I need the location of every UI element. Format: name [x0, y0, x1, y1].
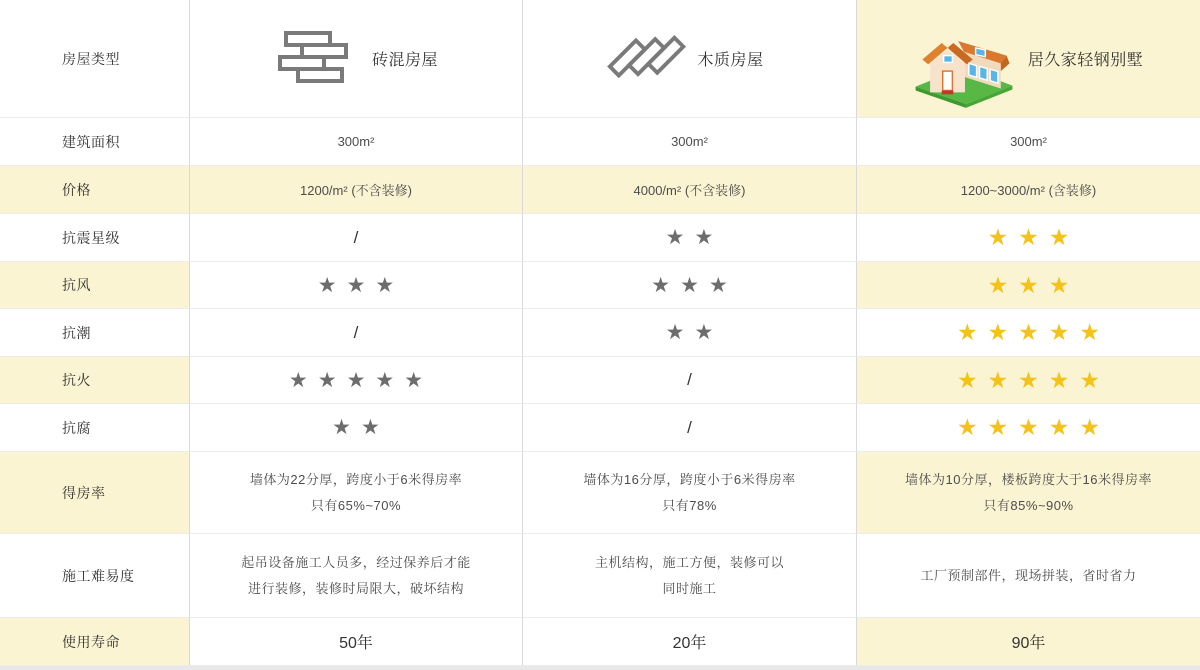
row-label-lifespan: 使用寿命: [0, 618, 190, 666]
cell-wind-steel: [857, 262, 1200, 309]
cell-usable-area-steel: [857, 452, 1200, 534]
cell-usable-area-wood: [523, 452, 857, 534]
row-label-usable-area: 得房率: [0, 452, 190, 534]
brick-house-name: 砖混房屋: [371, 52, 438, 69]
cell-wind-wood: [523, 262, 857, 309]
row-label-moisture: 抗潮: [0, 309, 190, 357]
header-house-type-label: 房屋类型: [62, 50, 120, 67]
cell-price-steel: 1200~3000/m² (含装修): [857, 166, 1200, 214]
row-label-wind: 抗风: [0, 262, 190, 309]
header-house-type: [0, 0, 190, 118]
row-label-construction: 施工难易度: [0, 534, 190, 618]
slash-mark: /: [687, 370, 692, 389]
steel-villa-house-icon: [914, 13, 1014, 105]
header-brick-house: [190, 0, 523, 118]
cell-usable-area-brick: [190, 452, 523, 534]
cell-moisture-steel: [857, 309, 1200, 357]
cell-construction-steel: [857, 534, 1200, 618]
slash-mark: /: [353, 322, 359, 342]
cell-moisture-wood: [523, 309, 857, 357]
cell-seismic-wood: [523, 214, 857, 262]
wood-house-name: 木质房屋: [697, 52, 764, 69]
cell-area-steel: 300m²: [857, 118, 1200, 166]
star-rating: ★★★★★: [956, 414, 1111, 440]
cell-fire-steel: [857, 357, 1200, 404]
cell-wind-brick: [190, 262, 523, 309]
text-line: 起吊设备施工人员多，经过保养后才能: [241, 554, 471, 570]
text-line: 墙体为22分厚，跨度小于6米得房率: [249, 471, 463, 487]
text-line: 同时施工: [662, 580, 717, 596]
cell-fire-brick: [190, 357, 523, 404]
star-rating: ★★★: [987, 224, 1080, 250]
row-label-price: 价格: [0, 166, 190, 214]
slash-mark: /: [687, 417, 692, 437]
cell-area-brick: 300m²: [190, 118, 523, 166]
row-label-fire: 抗火: [0, 357, 190, 404]
header-steel-villa: [857, 0, 1200, 118]
text-line: 墙体为16分厚，跨度小于6米得房率: [583, 471, 796, 487]
slash-mark: /: [353, 227, 359, 247]
text-line: 工厂预制部件，现场拼装，省时省力: [920, 567, 1137, 583]
cell-construction-brick: [190, 534, 523, 618]
cell-seismic-steel: [857, 214, 1200, 262]
wood-planks-icon: [615, 25, 683, 93]
cell-lifespan-steel: 90年: [857, 618, 1200, 666]
star-rating: ★★★★★: [956, 366, 1111, 393]
cell-moisture-brick: [190, 309, 523, 357]
star-rating: ★★★: [651, 273, 738, 297]
row-label-corrosion: 抗腐: [0, 404, 190, 452]
text-line: 只有78%: [662, 497, 717, 513]
text-line: 只有85%~90%: [983, 497, 1074, 513]
star-rating: ★★★★★: [288, 368, 434, 392]
cell-construction-wood: [523, 534, 857, 618]
text-line: 主机结构，施工方便，装修可以: [594, 554, 784, 570]
row-label-seismic: 抗震星级: [0, 214, 190, 262]
star-rating: ★★★: [987, 271, 1080, 298]
cell-fire-wood: [523, 357, 857, 404]
cell-corrosion-wood: [523, 404, 857, 452]
cell-corrosion-brick: [190, 404, 523, 452]
brick-icon: [274, 31, 358, 87]
cell-lifespan-brick: 50年: [190, 618, 523, 666]
star-rating: ★★★★★: [956, 319, 1111, 345]
text-line: 墙体为10分厚，楼板跨度大于16米得房率: [905, 471, 1152, 487]
cell-price-brick: 1200/m² (不含装修): [190, 166, 523, 214]
cell-corrosion-steel: [857, 404, 1200, 452]
cell-area-wood: 300m²: [523, 118, 857, 166]
row-label-area: 建筑面积: [0, 118, 190, 166]
star-rating: ★★★: [317, 273, 405, 297]
text-line: 只有65%~70%: [310, 497, 402, 513]
cell-price-wood: 4000/m² (不含装修): [523, 166, 857, 214]
cell-lifespan-wood: 20年: [523, 618, 857, 666]
text-line: 进行装修，装修时局限大，破坏结构: [247, 580, 464, 596]
steel-villa-name: 居久家轻钢别墅: [1027, 52, 1144, 69]
header-wood-house: [523, 0, 857, 118]
star-rating: ★★: [332, 416, 390, 439]
star-rating: ★★: [665, 321, 724, 344]
cell-seismic-brick: [190, 214, 523, 262]
star-rating: ★★: [665, 226, 724, 249]
